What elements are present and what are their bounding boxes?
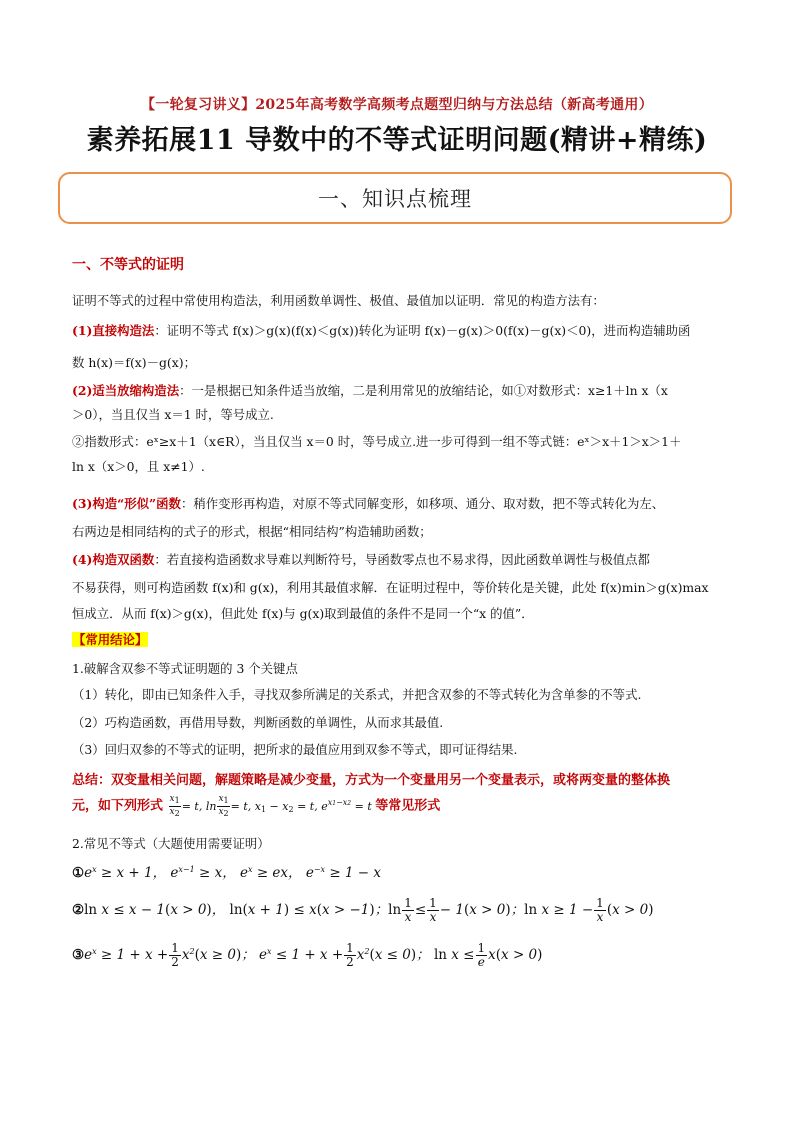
part1-heading: 一、不等式的证明 <box>72 257 184 273</box>
method2-text-c: ②指数形式：eˣ≥x＋1（x∈R），当且仅当 x＝0 时，等号成立.进一步可得到一组不等式链：eˣ＞x＋1＞x＞1＋ <box>72 434 682 449</box>
document-title: 素养拓展11 导数中的不等式证明问题(精讲+精练) <box>86 125 708 156</box>
item1-point-3: （3）回归双参的不等式的证明，把所求的最值应用到双参不等式，即可证得结果. <box>72 742 518 757</box>
method3-line-a <box>72 494 664 512</box>
method1-text-b: 数 h(x)＝f(x)－g(x)； <box>72 355 196 370</box>
method1-text-a: ：证明不等式 f(x)＞g(x)(f(x)＜g(x))转化为证明 f(x)－g(x)＞0(f(x)－g(x)＜0)，进而构造辅助函 <box>154 323 691 338</box>
method3-label: (3)构造“形似”函数 <box>72 496 181 511</box>
item1-point-2: （2）巧构造函数，再借用导数，判断函数的单调性，从而求其最值. <box>72 715 444 730</box>
section-label: 一、知识点梳理 <box>318 187 472 211</box>
method1-line-a <box>72 321 690 339</box>
method1-label: (1)直接构造法 <box>72 323 155 338</box>
method4-label: (4)构造双函数 <box>72 552 155 567</box>
common-tag-line <box>72 630 148 648</box>
method4-text-c: 恒成立．从而 f(x)＞g(x)，但此处 f(x)与 g(x)取到最值的条件不是同一个“x 的值”． <box>72 606 534 621</box>
part1-intro: 证明不等式的过程中常使用构造法，利用函数单调性、极值、最值加以证明．常见的构造方法有： <box>72 293 605 308</box>
inequality-row-1: $①e^x \ge x + 1$， $e^{x-1} \ge x$， $e^x$ ≥ ex， $e^{-x} \ge 1 - x$ <box>72 865 382 881</box>
method4-text-a: ：若直接构造函数求导难以判断符号，导函数零点也不易求得，因此函数单调性与极值点都 <box>154 552 650 567</box>
item1-point-1: （1）转化，即由已知条件入手，寻找双参所满足的关系式，并把含双参的不等式转化为含单参的不等式. <box>72 687 642 702</box>
summary-text-b: 元，如下列形式 <box>72 798 164 814</box>
section-banner <box>58 172 732 224</box>
method2-text-b: ＞0），当且仅当 x＝1 时，等号成立. <box>72 407 274 422</box>
inequality-row-3: $③e^x \ge 1 + x$ + $\frac{1}{2}$ $x^2(x \ge 0)$； $e^x \le 1 + x$ + $\frac{1}{2}$ $x^2(x \le 0)$； ln x ≤ $\frac{1}{e}$ x(x > 0) <box>72 941 543 969</box>
method4-text-b: 不易获得，则可构造函数 f(x)和 g(x)，利用其最值求解．在证明过程中，等价转化是关键，此处 f(x)min＞g(x)max <box>72 580 709 595</box>
summary-formula: $\frac{x1}{x2}$ = t, ln $\frac{x1}{x2}$ = t, $x_1 - x_2 = t$, $e^{x1-x2} = t$ <box>169 794 376 818</box>
summary-text-c: 等常见形式 <box>375 798 441 814</box>
item2-title: 2.常见不等式（大题使用需要证明） <box>72 836 270 851</box>
summary-line-b <box>72 794 440 819</box>
method3-text-b: 右两边是相同结构的式子的形式，根据“相同结构”构造辅助函数； <box>72 524 432 539</box>
common-conclusions-tag: 【常用结论】 <box>73 632 148 647</box>
item1-title: 1.破解含双参不等式证明题的 3 个关键点 <box>72 661 298 676</box>
method2-text-d: ln x（x＞0，且 x≠1）. <box>72 459 205 474</box>
inequality-row-2: ②ln x ≤ x − 1(x > 0)， ln(x + 1) ≤ x(x > −1)；ln $\frac{1}{x}$ ≤ $\frac{1}{x}$ − 1(x > 0)；ln x ≥ 1 − $\frac{1}{x}$ (x > 0) <box>72 896 654 924</box>
document-subtitle: 【一轮复习讲义】2025年高考数学高频考点题型归纳与方法总结（新高考通用） <box>140 97 654 113</box>
method2-label: (2)适当放缩构造法 <box>72 383 180 398</box>
method2-text-a: ：一是根据已知条件适当放缩，二是利用常见的放缩结论，如①对数形式：x≥1＋ln x（x <box>179 383 668 398</box>
method2-line-a <box>72 381 668 399</box>
method3-text-a: ：稍作变形再构造，对原不等式同解变形，如移项、通分、取对数，把不等式转化为左、 <box>180 496 665 511</box>
summary-line-a: 总结：双变量相关问题，解题策略是减少变量，方式为一个变量用另一个变量表示，或将两变量的整体换 <box>72 773 671 788</box>
method4-line-a <box>72 550 650 568</box>
